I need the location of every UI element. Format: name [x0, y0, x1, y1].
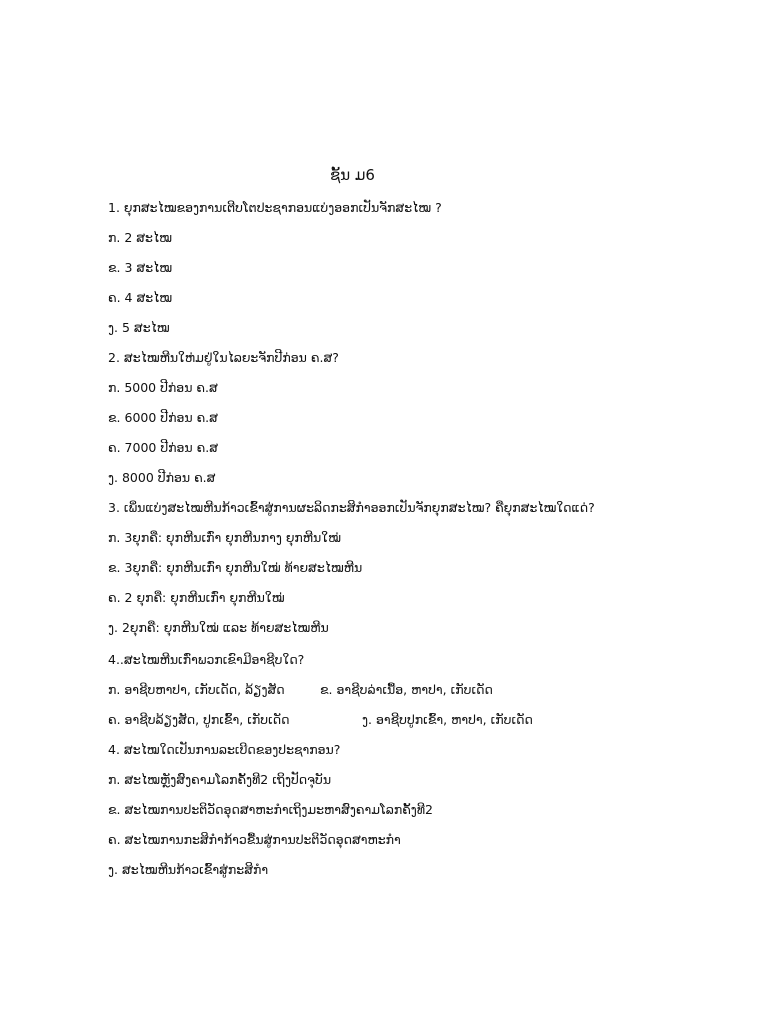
- question-2-option-b: ຂ. 6000 ປີກ່ອນ ຄ.ສ: [108, 410, 218, 425]
- question-1-text: 1. ຍຸກສະໄໝຂອງການເຕີບໂຕປະຊາກອນແບ່ງອອກເປັນຈັກສະໄໝ ?: [108, 200, 442, 215]
- question-1-option-a: ກ. 2 ສະໄໝ: [108, 230, 172, 245]
- document-title: ຊັ້ນ ມ6: [330, 166, 375, 184]
- question-4-option-b: ຂ. ອາຊີບລ່າເນື້ອ, ຫາປາ, ເກັບເດັດ: [320, 682, 493, 697]
- question-4-options-row-2: [108, 710, 668, 730]
- question-1-option-d: ງ. 5 ສະໄໝ: [108, 320, 170, 335]
- question-3-option-b: ຂ. 3ຍຸກຄື: ຍຸກຫີນເກົ່າ ຍຸກຫີນໃໝ່ ທ້າຍສະໄໝຫີນ: [108, 560, 363, 575]
- question-2-option-d: ງ. 8000 ປີກ່ອນ ຄ.ສ: [108, 470, 216, 485]
- question-3-option-d: ງ. 2ຍຸກຄື: ຍຸກຫີນໃໝ່ ແລະ ທ້າຍສະໄໝຫີນ: [108, 620, 329, 635]
- question-4-option-d: ງ. ອາຊີບປູກເຂົ້າ, ຫາປາ, ເກັບເດັດ: [362, 712, 533, 727]
- question-2-text: 2. ສະໄໝຫີນໃຫ່ມຢູ່ໃນໄລຍະຈັກປີກ່ອນ ຄ.ສ?: [108, 350, 339, 365]
- question-2-option-c: ຄ. 7000 ປີກ່ອນ ຄ.ສ: [108, 440, 219, 455]
- question-4-option-a: ກ. ອາຊີບຫາປາ, ເກັບເດັດ, ລ້ຽງສັດ: [108, 682, 285, 697]
- question-5-option-d: ງ. ສະໄໝຫີນກ້າວເຂົ້າສູ່ກະສິກຳ: [108, 862, 269, 877]
- question-4-text: 4..ສະໄໝຫີນເກົ່າພວກເຂົາມີອາຊີບໃດ?: [108, 652, 305, 667]
- question-5-option-a: ກ. ສະໄໝຫຼັງສົງຄາມໂລກຄັ້ງທີ2 ເຖິງປັດຈຸບັນ: [108, 772, 332, 787]
- question-3-option-c: ຄ. 2 ຍຸກຄື: ຍຸກຫີນເກົ່າ ຍຸກຫີນໃໝ່: [108, 590, 285, 605]
- question-4-option-c: ຄ. ອາຊີບລ້ຽງສັດ, ປູກເຂົ້າ, ເກັບເດັດ: [108, 712, 290, 727]
- question-4-options-row-1: [108, 680, 668, 700]
- question-3-option-a: ກ. 3ຍຸກຄື: ຍຸກຫີນເກົ່າ ຍຸກຫີນກາງ ຍຸກຫີນໃໝ່: [108, 530, 341, 545]
- question-2-option-a: ກ. 5000 ປີກ່ອນ ຄ.ສ: [108, 380, 218, 395]
- question-5-text: 4. ສະໄໝໃດເປັນການລະເບີດຂອງປະຊາກອນ?: [108, 742, 341, 757]
- question-1-option-b: ຂ. 3 ສະໄໝ: [108, 260, 173, 275]
- question-3-text: 3. ເພິ່ນແບ່ງສະໄໝຫີນກ້າວເຂົ້າສູ່ການຜະລິດກະສິກຳອອກເປັນຈັກຍຸກສະໄໝ? ຄືຍຸກສະໄໝໃດແດ່?: [108, 500, 595, 515]
- question-5-option-c: ຄ. ສະໄໝການກະສິກຳກ້າວຂື້ນສູ່ການປະຕິວັດອຸດສາຫະກຳ: [108, 832, 401, 847]
- question-5-option-b: ຂ. ສະໄໝການປະຕິວັດອຸດສາຫະກຳເຖິງມະຫາສົງຄາມໂລກຄັ້ງທີ2: [108, 802, 433, 817]
- question-1-option-c: ຄ. 4 ສະໄໝ: [108, 290, 173, 305]
